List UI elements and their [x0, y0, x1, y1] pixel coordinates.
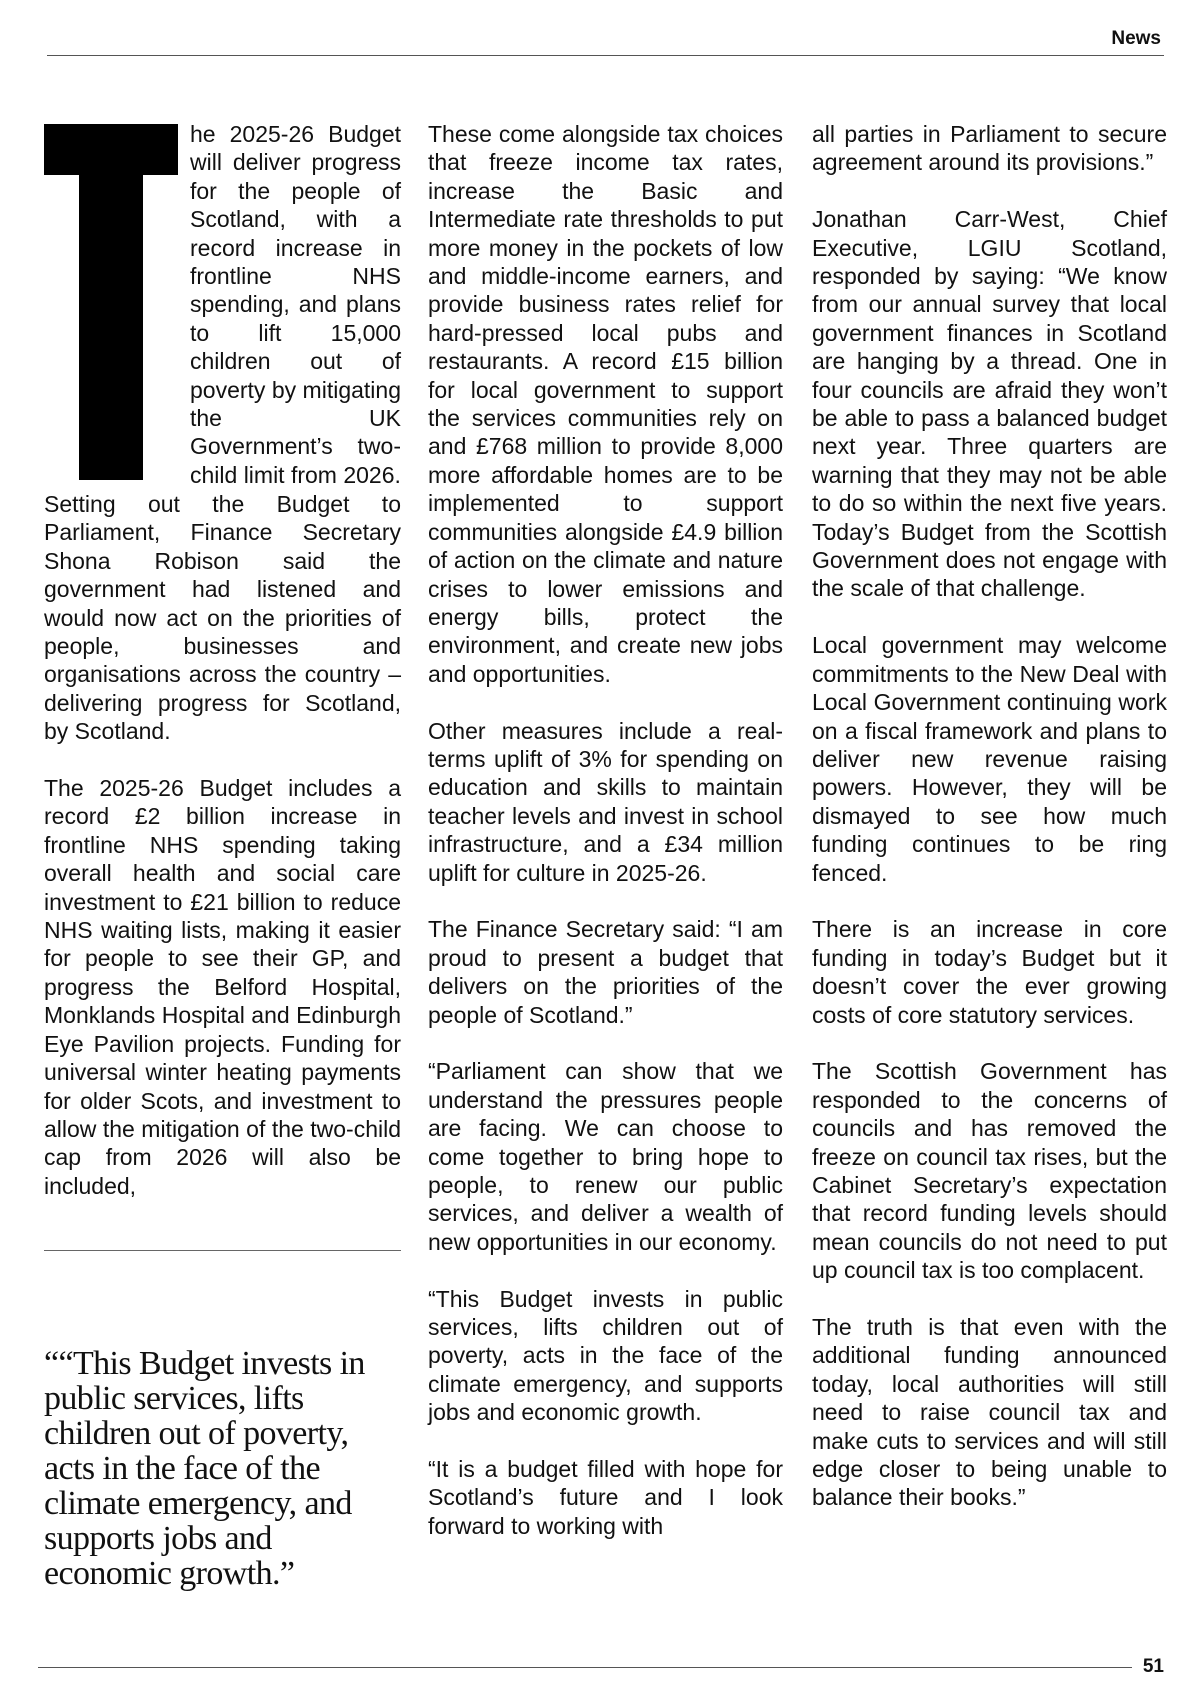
intro-paragraph: he 2025-26 Budget will deliver progress for the people of Scotland, with a record increase in frontline NHS spending, and plans to lift 15,000 children out of poverty by mitigating the UK Government’s two-child limit from 2026. — [190, 121, 401, 488]
article-column-3 — [812, 120, 1167, 1540]
header-divider — [47, 55, 1164, 56]
paragraph: “Parliament can show that we understand the pressures people are facing. We can choose to come together to bring hope to people, to renew our public services, and deliver a wealth of new opportunities in our economy. — [428, 1058, 783, 1255]
pull-quote-divider — [44, 1250, 401, 1251]
paragraph: Setting out the Budget to Parliament, Finance Secretary Shona Robison said the government had listened and would now act on the priorities of people, businesses and organisations across the country – delivering progress for Scotland, by Scotland. — [44, 491, 401, 745]
drop-cap — [44, 124, 178, 480]
paragraph: The Scottish Government has responded to the concerns of councils and has removed the freeze on council tax rises, but the Cabinet Secretary’s expectation that record funding levels should mean councils do not need to put up council tax is too complacent. — [812, 1058, 1167, 1284]
paragraph: The truth is that even with the additional funding announced today, local authorities will still need to raise council tax and make cuts to services and will still edge closer to being unable to balance their books.” — [812, 1313, 1167, 1511]
article-column-2 — [428, 120, 783, 1569]
paragraph: “It is a budget filled with hope for Scotland’s future and I look forward to working with — [428, 1456, 783, 1539]
paragraph: The 2025-26 Budget includes a record £2 billion increase in frontline NHS spending taking overall health and social care investment to £21 billion to reduce NHS waiting lists, making it easier for people to see their GP, and progress the Belford Hospital, Monklands Hospital and Edinburgh Eye Pavilion projects. Funding for universal winter heating payments for older Scots, and investment to allow the mitigation of the two-child cap from 2026 will also be included, — [44, 775, 401, 1199]
pull-quote: ““This Budget invests in public services, lifts children out of poverty, acts in the face of the climate emergency, and supports jobs and economic growth.” — [44, 1345, 365, 1592]
paragraph: The Finance Secretary said: “I am proud to present a budget that delivers on the priorities of the people of Scotland.” — [428, 916, 783, 1028]
section-label: News — [1111, 28, 1161, 49]
paragraph: “This Budget invests in public services, lifts children out of poverty, acts in the face of the climate emergency, and supports jobs and economic growth. — [428, 1285, 783, 1426]
paragraph: all parties in Parliament to secure agreement around its provisions.” — [812, 121, 1167, 176]
paragraph: There is an increase in core funding in today’s Budget but it doesn’t cover the ever growing costs of core statutory services. — [812, 916, 1167, 1028]
footer-divider — [38, 1667, 1132, 1668]
paragraph: Other measures include a real-terms uplift of 3% for spending on education and skills to maintain teacher levels and invest in school infrastructure, and a £34 million uplift for culture in 2025-26. — [428, 717, 783, 886]
article-column-1 — [44, 120, 401, 1229]
intro-block — [44, 120, 401, 490]
drop-cap-stem — [79, 124, 143, 480]
paragraph: Local government may welcome commitments to the New Deal with Local Government continuing work on a fiscal framework and plans to deliver new revenue raising powers. However, they will be dismayed to see how much funding continues to be ring fenced. — [812, 632, 1167, 886]
paragraph: Jonathan Carr-West, Chief Executive, LGIU Scotland, responded by saying: “We know from our annual survey that local government finances in Scotland are hanging by a thread. One in four councils are afraid they won’t be able to pass a balanced budget next year. Three quarters are warning that they may not be able to do so within the next five years. Today’s Budget from the Scottish Government does not engage with the scale of that challenge. — [812, 206, 1167, 602]
paragraph: These come alongside tax choices that freeze income tax rates, increase the Basic and Intermediate rate thresholds to put more money in the pockets of low and middle-income earners, and provide business rates relief for hard-pressed local pubs and restaurants. A record £15 billion for local government to support the services communities rely on and £768 million to provide 8,000 more affordable homes are to be implemented to support communities alongside £4.9 billion of action on the climate and nature crises to lower emissions and energy bills, protect the environment, and create new jobs and opportunities. — [428, 121, 783, 687]
page-number: 51 — [1142, 1656, 1164, 1677]
